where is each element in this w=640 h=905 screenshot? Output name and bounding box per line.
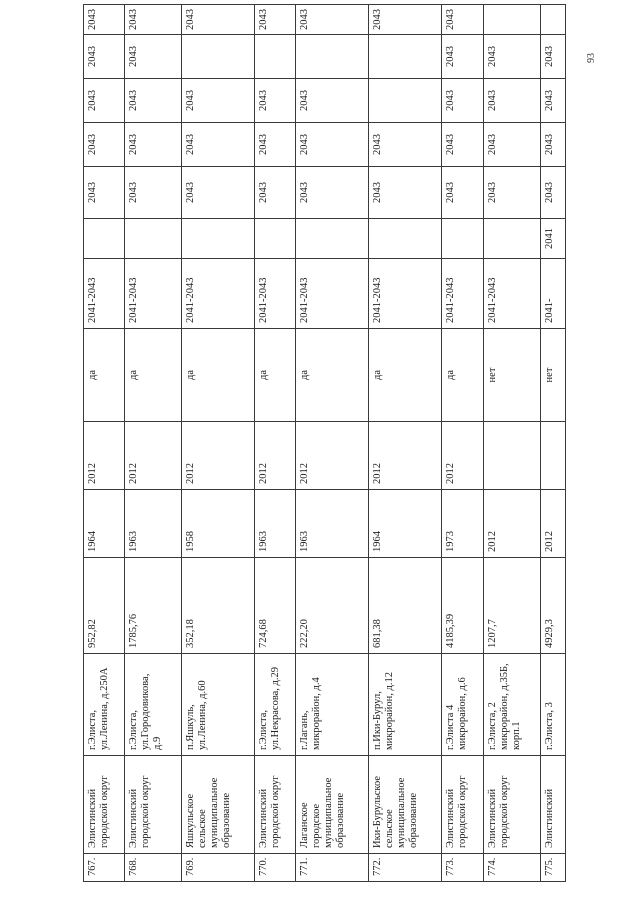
- year-col4-cell: 2043: [540, 79, 565, 123]
- district-cell: Элистинский городской округ: [84, 756, 125, 854]
- year-built-cell: 1964: [369, 490, 442, 558]
- area-cell: 681,38: [369, 558, 442, 654]
- year-col5-cell: [296, 35, 369, 79]
- period-cell: 2041-2043: [296, 259, 369, 329]
- table-row: [84, 5, 125, 882]
- address-cell: п.Ики-Бурул, микрорайон, д.12: [369, 654, 442, 756]
- year-col4-cell: 2043: [255, 79, 296, 123]
- year-col6-cell: 2043: [84, 5, 125, 35]
- flag-cell: да: [442, 329, 483, 422]
- area-cell: 4185,39: [442, 558, 483, 654]
- year-col2-cell: 2043: [296, 167, 369, 219]
- table-row: [369, 5, 442, 882]
- period-cell: 2041-2043: [182, 259, 255, 329]
- row-number: 773.: [442, 854, 483, 882]
- flag-cell: да: [182, 329, 255, 422]
- year-col3-cell: 2043: [182, 123, 255, 167]
- year-col5-cell: 2043: [483, 35, 540, 79]
- year-built-cell: 1958: [182, 490, 255, 558]
- period-cell: 2041-2043: [125, 259, 182, 329]
- period-cell: 2041-2043: [84, 259, 125, 329]
- area-cell: 222,20: [296, 558, 369, 654]
- table-row: [540, 5, 565, 882]
- district-cell: Ики-Бурульское сельское муниципальное образование: [369, 756, 442, 854]
- repair-year-cell: 2012: [84, 422, 125, 490]
- year-col5-cell: 2043: [540, 35, 565, 79]
- flag-cell: нет: [483, 329, 540, 422]
- district-cell: Лаганское городское муниципальное образование: [296, 756, 369, 854]
- address-cell: г.Элиста, 3: [540, 654, 565, 756]
- year-col6-cell: [483, 5, 540, 35]
- row-number: 775.: [540, 854, 565, 882]
- address-cell: г.Элиста, ул.Городовикова, д.9: [125, 654, 182, 756]
- year-col2-cell: 2043: [483, 167, 540, 219]
- rotated-table-container: [83, 9, 566, 882]
- year-col2-cell: 2043: [442, 167, 483, 219]
- year-col6-cell: [540, 5, 565, 35]
- district-cell: Элистинский городской округ: [255, 756, 296, 854]
- row-number: 768.: [125, 854, 182, 882]
- year-col4-cell: 2043: [442, 79, 483, 123]
- period-cell: 2041-2043: [442, 259, 483, 329]
- year-col1-cell: [255, 219, 296, 259]
- year-col4-cell: 2043: [84, 79, 125, 123]
- year-col6-cell: 2043: [296, 5, 369, 35]
- year-col1-cell: [369, 219, 442, 259]
- row-number: 772.: [369, 854, 442, 882]
- housing-register-table: [83, 4, 566, 882]
- table-row: [125, 5, 182, 882]
- area-cell: 352,18: [182, 558, 255, 654]
- year-col1-cell: [483, 219, 540, 259]
- year-built-cell: 1973: [442, 490, 483, 558]
- repair-year-cell: 2012: [442, 422, 483, 490]
- year-col2-cell: 2043: [369, 167, 442, 219]
- year-col4-cell: 2043: [296, 79, 369, 123]
- repair-year-cell: 2012: [125, 422, 182, 490]
- year-col6-cell: 2043: [255, 5, 296, 35]
- year-col3-cell: 2043: [296, 123, 369, 167]
- table-row: [255, 5, 296, 882]
- district-cell: Яшкульское сельское муниципальное образование: [182, 756, 255, 854]
- address-cell: г.Элиста, ул.Некрасова, д.29: [255, 654, 296, 756]
- year-col2-cell: 2043: [125, 167, 182, 219]
- flag-cell: да: [84, 329, 125, 422]
- period-cell: 2041-: [540, 259, 565, 329]
- repair-year-cell: [540, 422, 565, 490]
- year-col6-cell: 2043: [369, 5, 442, 35]
- year-col6-cell: 2043: [442, 5, 483, 35]
- year-built-cell: 2012: [540, 490, 565, 558]
- period-cell: 2041-2043: [369, 259, 442, 329]
- repair-year-cell: 2012: [296, 422, 369, 490]
- area-cell: 1207,7: [483, 558, 540, 654]
- year-col3-cell: 2043: [442, 123, 483, 167]
- year-col6-cell: 2043: [125, 5, 182, 35]
- year-col5-cell: 2043: [442, 35, 483, 79]
- row-number: 769.: [182, 854, 255, 882]
- year-col4-cell: [369, 79, 442, 123]
- page-number: 93: [586, 53, 597, 63]
- year-col3-cell: 2043: [483, 123, 540, 167]
- repair-year-cell: 2012: [369, 422, 442, 490]
- year-col3-cell: 2043: [125, 123, 182, 167]
- year-col5-cell: [182, 35, 255, 79]
- year-col5-cell: 2043: [125, 35, 182, 79]
- flag-cell: да: [296, 329, 369, 422]
- year-col6-cell: 2043: [182, 5, 255, 35]
- table-row: [296, 5, 369, 882]
- year-col5-cell: [255, 35, 296, 79]
- year-col3-cell: 2043: [369, 123, 442, 167]
- address-cell: г.Элиста 4 микрорайон, д.6: [442, 654, 483, 756]
- flag-cell: да: [125, 329, 182, 422]
- table-row: [483, 5, 540, 882]
- flag-cell: нет: [540, 329, 565, 422]
- address-cell: г.Элиста, ул.Ленина, д.250А: [84, 654, 125, 756]
- year-col1-cell: [84, 219, 125, 259]
- year-built-cell: 1963: [255, 490, 296, 558]
- year-built-cell: 1963: [125, 490, 182, 558]
- repair-year-cell: 2012: [255, 422, 296, 490]
- year-built-cell: 2012: [483, 490, 540, 558]
- district-cell: Элистинский городской округ: [125, 756, 182, 854]
- year-col3-cell: 2043: [540, 123, 565, 167]
- year-col2-cell: 2043: [540, 167, 565, 219]
- area-cell: 1785,76: [125, 558, 182, 654]
- year-col4-cell: 2043: [182, 79, 255, 123]
- flag-cell: да: [255, 329, 296, 422]
- table-row: [182, 5, 255, 882]
- flag-cell: да: [369, 329, 442, 422]
- year-col2-cell: 2043: [84, 167, 125, 219]
- year-col1-cell: [182, 219, 255, 259]
- year-col5-cell: [369, 35, 442, 79]
- area-cell: 724,68: [255, 558, 296, 654]
- period-cell: 2041-2043: [255, 259, 296, 329]
- year-col1-cell: [296, 219, 369, 259]
- row-number: 774.: [483, 854, 540, 882]
- year-col1-cell: [442, 219, 483, 259]
- table-body: [84, 5, 566, 882]
- year-col1-cell: 2041: [540, 219, 565, 259]
- year-col2-cell: 2043: [182, 167, 255, 219]
- area-cell: 4929,3: [540, 558, 565, 654]
- period-cell: 2041-2043: [483, 259, 540, 329]
- row-number: 770.: [255, 854, 296, 882]
- district-cell: Элистинский городской округ: [442, 756, 483, 854]
- year-col4-cell: 2043: [483, 79, 540, 123]
- year-col3-cell: 2043: [255, 123, 296, 167]
- year-col4-cell: 2043: [125, 79, 182, 123]
- year-built-cell: 1963: [296, 490, 369, 558]
- year-col3-cell: 2043: [84, 123, 125, 167]
- row-number: 767.: [84, 854, 125, 882]
- repair-year-cell: 2012: [182, 422, 255, 490]
- year-built-cell: 1964: [84, 490, 125, 558]
- address-cell: г.Элиста, 2 микрорайон, д.35Б, корп.1: [483, 654, 540, 756]
- address-cell: п.Яшкуль, ул.Ленина, д.60: [182, 654, 255, 756]
- repair-year-cell: [483, 422, 540, 490]
- address-cell: г.Лагань, микрорайон, д.4: [296, 654, 369, 756]
- year-col2-cell: 2043: [255, 167, 296, 219]
- year-col1-cell: [125, 219, 182, 259]
- table-row: [442, 5, 483, 882]
- district-cell: Элистинский: [540, 756, 565, 854]
- row-number: 771.: [296, 854, 369, 882]
- year-col5-cell: 2043: [84, 35, 125, 79]
- area-cell: 952,82: [84, 558, 125, 654]
- district-cell: Элистинский городской округ: [483, 756, 540, 854]
